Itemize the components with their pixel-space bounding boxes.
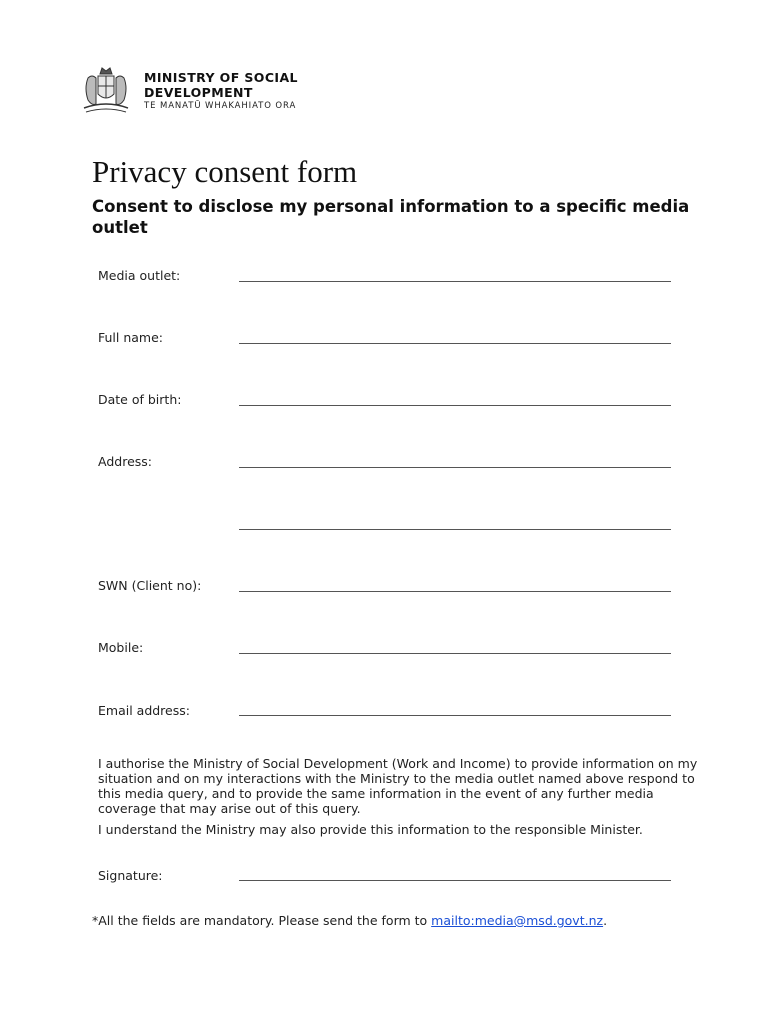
logo-line-1: MINISTRY OF SOCIAL bbox=[144, 70, 298, 85]
minister-paragraph: I understand the Ministry may also provide this information to the responsible Minister. bbox=[98, 822, 643, 837]
email-label: Email address: bbox=[98, 703, 190, 718]
swn-label: SWN (Client no): bbox=[98, 578, 202, 593]
media-outlet-label: Media outlet: bbox=[98, 268, 181, 283]
signature-label: Signature: bbox=[98, 868, 163, 883]
footer-suffix: . bbox=[603, 913, 608, 928]
date-of-birth-label: Date of birth: bbox=[98, 392, 182, 407]
full-name-field[interactable] bbox=[239, 343, 671, 344]
authorisation-paragraph: I authorise the Ministry of Social Development (Work and Income) to provide information on my situation and on my interactions with the Ministry to the media outlet named above respond to this media query, and to provide the same information in the event of any further media coverage that may arise out of this query. bbox=[98, 756, 698, 816]
address-label: Address: bbox=[98, 454, 152, 469]
footer-note bbox=[92, 913, 607, 928]
mobile-field[interactable] bbox=[239, 653, 671, 654]
mobile-label: Mobile: bbox=[98, 640, 144, 655]
logo-subline: TE MANATŪ WHAKAHIATO ORA bbox=[144, 101, 297, 111]
email-field[interactable] bbox=[239, 715, 671, 716]
date-of-birth-field[interactable] bbox=[239, 405, 671, 406]
logo-line-2: DEVELOPMENT bbox=[144, 85, 253, 100]
full-name-label: Full name: bbox=[98, 330, 164, 345]
page-title: Privacy consent form bbox=[92, 154, 358, 189]
coat-of-arms-icon bbox=[78, 64, 134, 116]
address-field-line-2[interactable] bbox=[239, 529, 671, 530]
email-link[interactable]: mailto:media@msd.govt.nz bbox=[431, 913, 604, 928]
signature-field[interactable] bbox=[239, 880, 671, 881]
address-field-line-1[interactable] bbox=[239, 467, 671, 468]
swn-field[interactable] bbox=[239, 591, 671, 592]
media-outlet-field[interactable] bbox=[239, 281, 671, 282]
page-subtitle: Consent to disclose my personal information to a specific media outlet bbox=[92, 197, 690, 237]
footer-prefix: *All the fields are mandatory. Please send the form to bbox=[92, 913, 432, 928]
